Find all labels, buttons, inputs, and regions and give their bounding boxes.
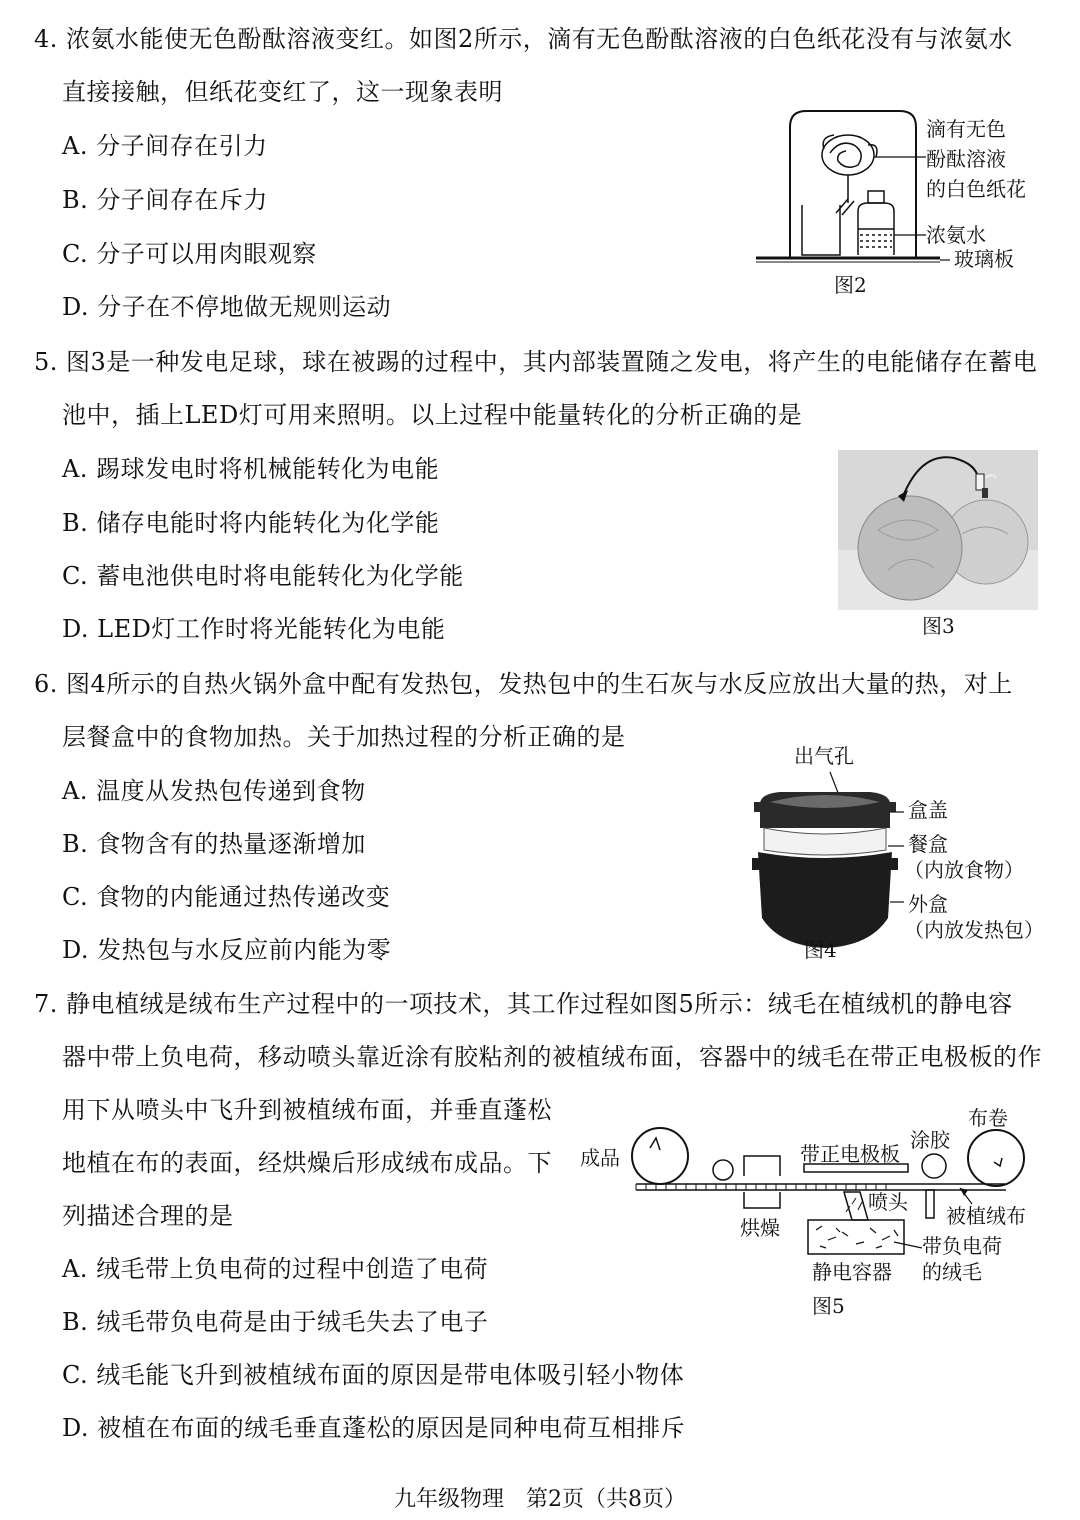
q5-option-b: B. 储存电能时将内能转化为化学能 [62,509,440,537]
q6-option-b: B. 食物含有的热量逐渐增加 [62,830,366,858]
figure-3 [838,450,1038,640]
q4-option-d: D. 分子在不停地做无规则运动 [62,293,392,321]
fig5-caption: 图5 [812,1294,845,1318]
q4-stem-line-1: 4. 浓氨水能使无色酚酞溶液变红。如图2所示，滴有无色酚酞溶液的白色纸花没有与浓氨水 [34,25,1013,53]
fig2-label-ammonia: 浓氨水 [926,223,986,247]
figure-5 [576,1100,1056,1325]
q7-stem-line-2: 器中带上负电荷，移动喷头靠近涂有胶粘剂的被植绒布面，容器中的绒毛在带正电极板的作 [62,1043,1042,1071]
fig4-label-food-box: 餐盒 [908,832,948,856]
fig5-label-charged-fibers-2: 的绒毛 [922,1260,982,1284]
q4-option-b: B. 分子间存在斥力 [62,186,268,214]
fig2-label-flower-3: 的白色纸花 [926,177,1026,201]
fig3-caption: 图3 [922,614,955,638]
fig4-label-vent: 出气孔 [794,744,854,768]
q7-stem-line-4: 地植在布的表面，经烘燥后形成绒布成品。下 [62,1149,552,1177]
fig5-label-nozzle: 喷头 [868,1190,908,1214]
fig5-label-glue: 涂胶 [910,1128,950,1152]
q6-option-c: C. 食物的内能通过热传递改变 [62,883,391,911]
fig4-label-food-box-note: （内放食物） [904,858,1024,882]
fig5-label-container: 静电容器 [812,1260,892,1284]
fig4-caption: 图4 [804,938,837,962]
q7-option-b: B. 绒毛带负电荷是由于绒毛失去了电子 [62,1308,489,1336]
q4-stem-line-2: 直接接触，但纸花变红了，这一现象表明 [62,78,503,106]
q7-option-c: C. 绒毛能飞升到被植绒布面的原因是带电体吸引轻小物体 [62,1361,685,1389]
fig4-label-lid: 盒盖 [908,798,948,822]
q6-option-d: D. 发热包与水反应前内能为零 [62,936,392,964]
power-soccer-ball-photo [838,450,1038,610]
q5-stem-line-2: 池中，插上LED灯可用来照明。以上过程中能量转化的分析正确的是 [62,401,803,429]
fig2-label-glass-plate: 玻璃板 [954,247,1014,271]
q5-stem-line-1: 5. 图3是一种发电足球，球在被踢的过程中，其内部装置随之发电，将产生的电能储存在蓄电 [34,348,1038,376]
q5-option-d: D. LED灯工作时将光能转化为电能 [62,615,446,643]
ammonia-bottle-illustration [858,191,894,255]
q7-option-d: D. 被植在布面的绒毛垂直蓬松的原因是同种电荷互相排斥 [62,1414,686,1442]
q6-stem-line-1: 6. 图4所示的自热火锅外盒中配有发热包，发热包中的生石灰与水反应放出大量的热，对上 [34,670,1013,698]
q5-option-a: A. 踢球发电时将机械能转化为电能 [62,455,440,483]
q7-stem-line-3: 用下从喷头中飞升到被植绒布面，并垂直蓬松 [62,1096,552,1124]
beaker-illustration [802,199,854,255]
q7-option-a: A. 绒毛带上负电荷的过程中创造了电荷 [62,1255,489,1283]
fig2-caption: 图2 [834,273,867,297]
q7-stem-line-5: 列描述合理的是 [62,1202,234,1230]
q6-option-a: A. 温度从发热包传递到食物 [62,777,366,805]
fig5-label-fabric-roll: 布卷 [968,1106,1008,1130]
fig5-label-charged-fibers-1: 带负电荷 [922,1234,1002,1258]
fig5-label-positive-plate: 带正电极板 [800,1142,900,1166]
fig5-label-flocked-fabric: 被植绒布 [946,1204,1026,1228]
q4-option-c: C. 分子可以用肉眼观察 [62,240,317,268]
fig5-label-drying: 烘燥 [740,1216,780,1240]
fig5-label-product: 成品 [580,1146,620,1170]
fig2-label-flower-2: 酚酞溶液 [926,147,1006,171]
q6-stem-line-2: 层餐盒中的食物加热。关于加热过程的分析正确的是 [62,723,626,751]
figure-4 [750,738,1050,970]
fig2-label-flower-1: 滴有无色 [926,117,1006,141]
figure-2 [750,105,1050,300]
page-footer: 九年级物理 第2页（共8页） [394,1487,686,1512]
q4-option-a: A. 分子间存在引力 [62,132,268,160]
fig4-label-outer-box: 外盒 [908,892,948,916]
fig4-label-outer-box-note: （内放发热包） [904,918,1044,942]
q5-option-c: C. 蓄电池供电时将电能转化为化学能 [62,562,464,590]
q7-stem-line-1: 7. 静电植绒是绒布生产过程中的一项技术，其工作过程如图5所示：绒毛在植绒机的静电容 [34,990,1013,1018]
